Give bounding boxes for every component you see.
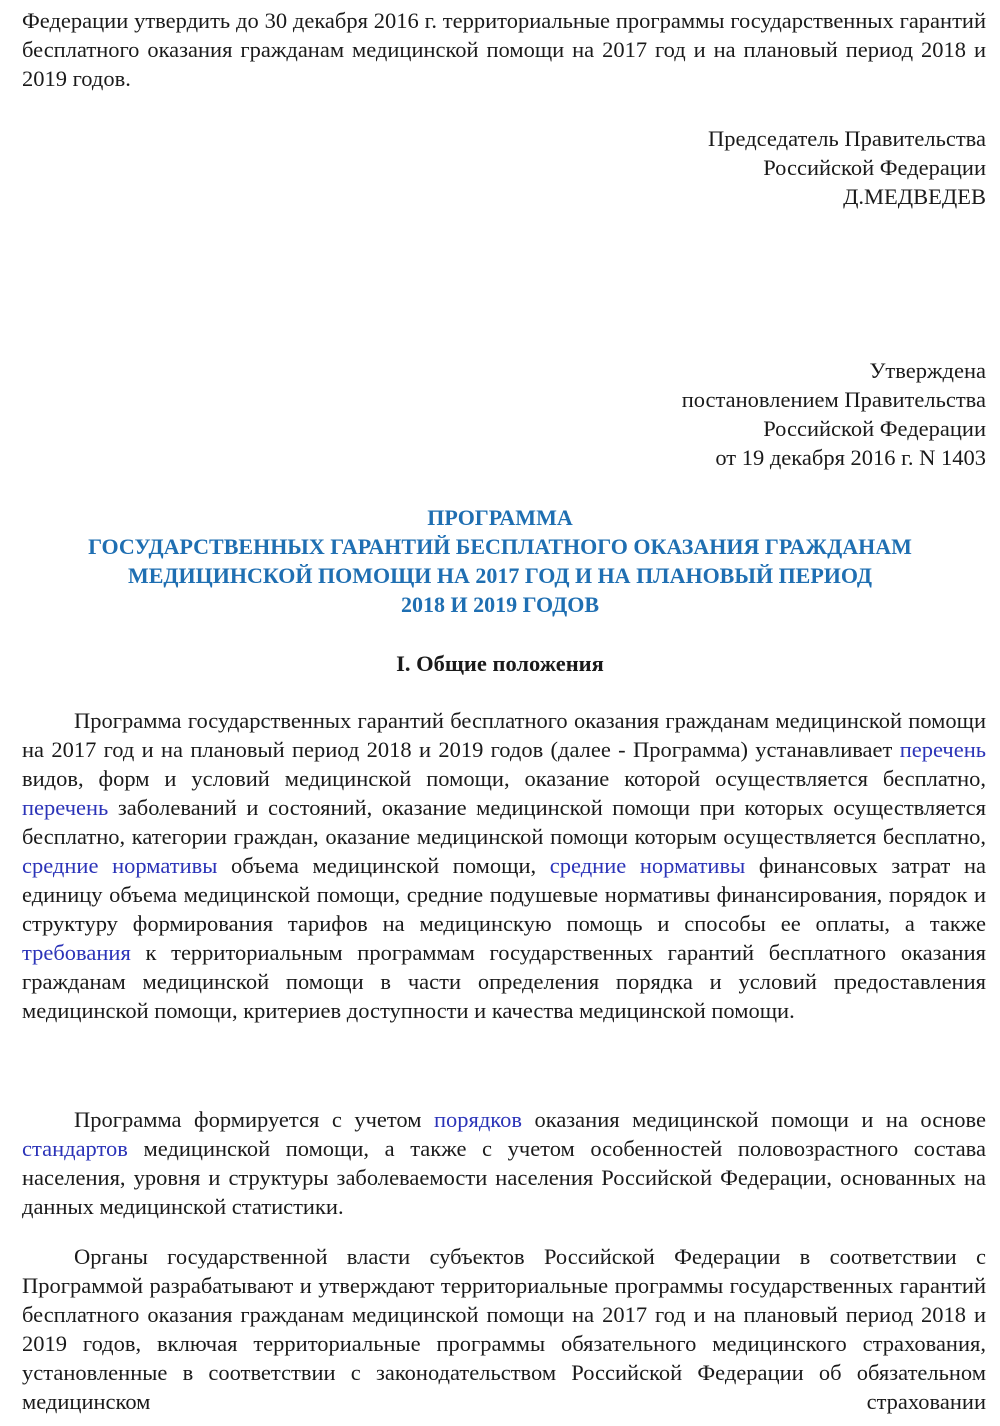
link-perechen-zabolevaniy[interactable]: перечень [22,795,109,820]
link-srednie-normativy-zatrat[interactable]: средние нормативы [549,853,746,878]
title-line4: 2018 И 2019 ГОДОВ [401,592,599,617]
intro-paragraph: Федерации утвердить до 30 декабря 2016 г. территориальные программы государственных гарантий бесплатного оказания гражданам медицинской помощи на 2017 год и на плановый период 2018 и 2019 годов. [22,8,986,91]
p2-text-2: оказания медицинской помощи и на основе [521,1107,987,1132]
p1-text-1: Программа государственных гарантий бесплатного оказания гражданам медицинской помощи на 2017 год и на плановый период 2018 и 2019 годов (далее - Программа) устанавливает [22,708,986,762]
title-line3: МЕДИЦИНСКОЙ ПОМОЩИ НА 2017 ГОД И НА ПЛАНОВЫЙ ПЕРИОД [127,563,873,588]
document-title [0,503,1000,619]
title-line1: ПРОГРАММА [427,505,573,530]
signature-block [708,124,986,211]
p1-text-5: финансовых затрат на единицу объема медицинской помощи, средние подушевые нормативы финансирования, порядок и структуру формирования тарифов на медицинскую помощь и способы ее оплаты, а также [22,853,986,936]
p1-text-3: заболеваний и состояний, оказание медицинской помощи при которых осуществляется бесплатно, категории граждан, оказание медицинской помощи которым осуществляется бесплатно, [22,795,986,849]
p2-text-1: Программа формируется с учетом [74,1107,434,1132]
section-heading: I. Общие положения [396,651,604,676]
approval-line4: от 19 декабря 2016 г. N 1403 [715,445,986,470]
link-perechen-vidov[interactable]: перечень [899,737,986,762]
p1-text-6: к территориальным программам государственных гарантий бесплатного оказания гражданам медицинской помощи в части определения порядка и условий предоставления медицинской помощи, критериев доступности и качества медицинской помощи. [22,940,986,1023]
p1-text-2: видов, форм и условий медицинской помощи, оказание которой осуществляется бесплатно, [22,766,986,791]
link-standartov[interactable]: стандартов [22,1136,128,1161]
approval-line2: постановлением Правительства [681,387,986,412]
approval-line3: Российской Федерации [763,416,986,441]
approval-block [682,356,986,472]
signature-name: Д.МЕДВЕДЕВ [843,184,986,209]
approval-line1: Утверждена [869,358,986,383]
link-poryadkov[interactable]: порядков [433,1107,522,1132]
link-srednie-normativy-obema[interactable]: средние нормативы [22,853,218,878]
p2-text-3: медицинской помощи, а также с учетом особенностей половозрастного состава населения, уровня и структуры заболеваемости населения Российской Федерации, основанных на данных медицинской статистики. [22,1136,986,1219]
paragraph-1 [22,706,986,1025]
link-trebovaniya[interactable]: требования [22,940,131,965]
signature-position-line2: Российской Федерации [763,155,986,180]
p1-text-4: объема медицинской помощи, [217,853,550,878]
paragraph-2 [22,1105,986,1221]
paragraph-3: Органы государственной власти субъектов Российской Федерации в соответствии с Программой разрабатывают и утверждают территориальные программы государственных гарантий бесплатного оказания гражданам медицинской помощи на 2017 год и на плановый период 2018 и 2019 годов, включая территориальные программы обязательного медицинского страхования, установленные в соответствии с законодательством Российской Федерации об обязательном медицинском страховании [22,1244,986,1414]
title-line2: ГОСУДАРСТВЕННЫХ ГАРАНТИЙ БЕСПЛАТНОГО ОКАЗАНИЯ ГРАЖДАНАМ [88,534,912,559]
signature-position-line1: Председатель Правительства [708,126,986,151]
